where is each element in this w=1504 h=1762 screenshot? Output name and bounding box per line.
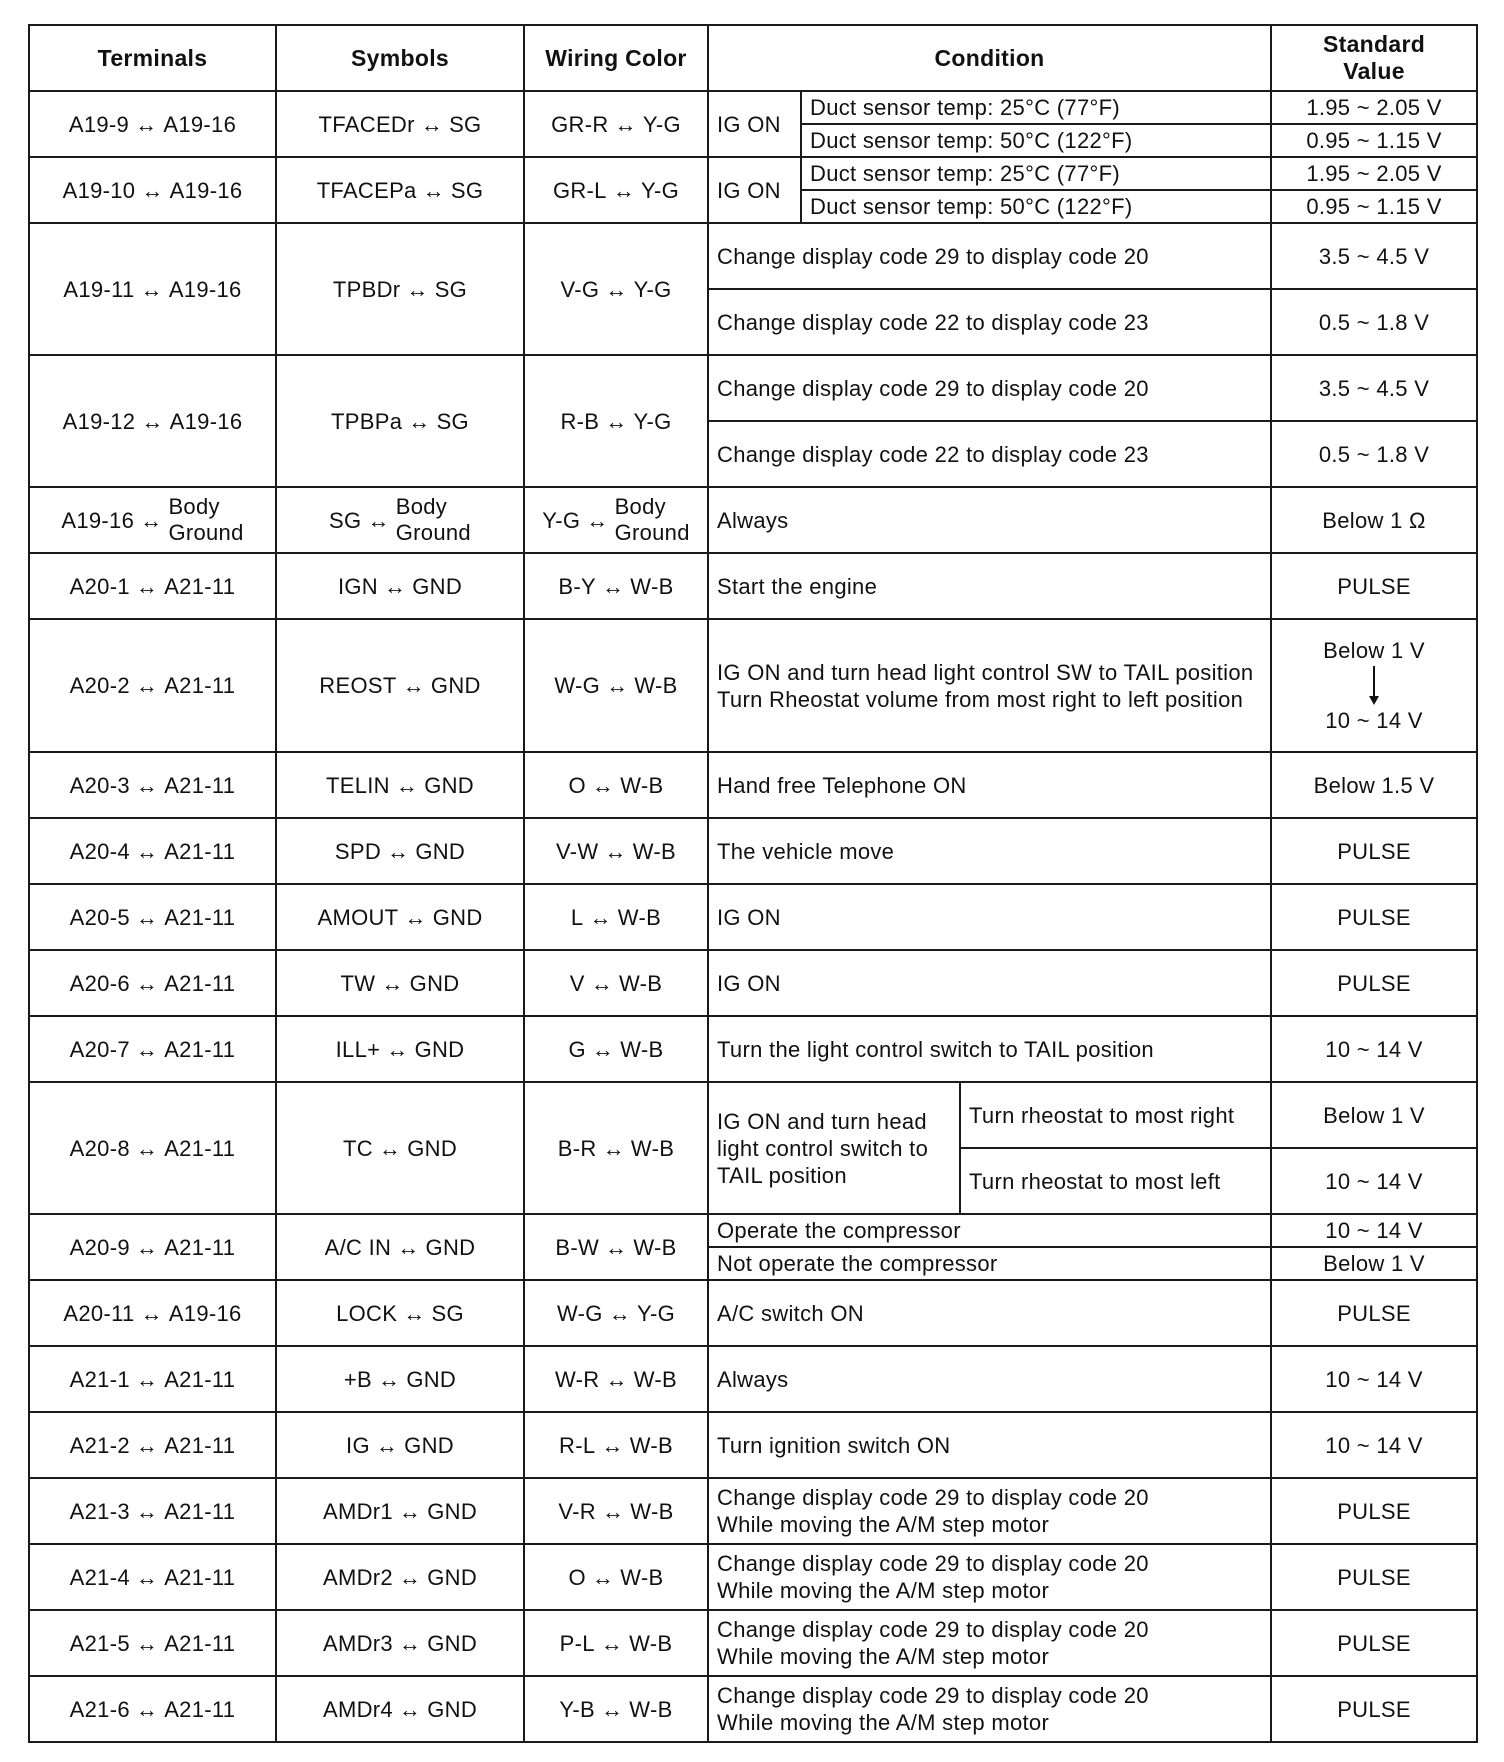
condition-main-cell: IG ON and turn head light control switch to TAIL position — [708, 1082, 960, 1214]
terminals-cell: A20-4 ↔ A21-11 — [29, 818, 276, 884]
standard-value-cell: PULSE — [1271, 818, 1477, 884]
standard-value-cell: 10 ~ 14 V — [1271, 1346, 1477, 1412]
terminals-cell: A20-2 ↔ A21-11 — [29, 619, 276, 752]
condition-cell: Change display code 29 to display code 20 — [708, 355, 1271, 421]
down-arrow-icon — [1368, 664, 1380, 708]
table-row — [29, 157, 1477, 190]
terminals-cell: A19-9 ↔ A19-16 — [29, 91, 276, 157]
condition-cell: The vehicle move — [708, 818, 1271, 884]
condition-sub-cell: Turn rheostat to most left — [960, 1148, 1271, 1214]
terminals-cell: A21-6 ↔ A21-11 — [29, 1676, 276, 1742]
terminals-cell: A20-11 ↔ A19-16 — [29, 1280, 276, 1346]
header-condition: Condition — [708, 25, 1271, 91]
table-row — [29, 1412, 1477, 1478]
terminals-cell: A19-16 ↔ Body Ground — [29, 487, 276, 553]
terminals-cell: A19-11 ↔ A19-16 — [29, 223, 276, 355]
condition-cell: Always — [708, 1346, 1271, 1412]
standard-value-cell: PULSE — [1271, 884, 1477, 950]
header-standard-value: Standard Value — [1271, 25, 1477, 91]
wiring-color-cell: W-G ↔ Y-G — [524, 1280, 708, 1346]
wiring-color-cell: O ↔ W-B — [524, 752, 708, 818]
symbols-cell: TFACEDr ↔ SG — [276, 91, 524, 157]
terminals-cell: A21-5 ↔ A21-11 — [29, 1610, 276, 1676]
condition-cell: IG ON and turn head light control SW to TAIL position Turn Rheostat volume from most right to left position — [708, 619, 1271, 752]
condition-cell: Start the engine — [708, 553, 1271, 619]
header-wiring-color: Wiring Color — [524, 25, 708, 91]
table-row — [29, 1082, 1477, 1148]
wiring-color-cell: V-W ↔ W-B — [524, 818, 708, 884]
standard-value-cell: Below 1 V — [1271, 1082, 1477, 1148]
standard-value-cell: 0.95 ~ 1.15 V — [1271, 190, 1477, 223]
header-terminals: Terminals — [29, 25, 276, 91]
terminals-cell: A19-10 ↔ A19-16 — [29, 157, 276, 223]
symbols-cell: AMDr2 ↔ GND — [276, 1544, 524, 1610]
condition-cell: Turn the light control switch to TAIL position — [708, 1016, 1271, 1082]
standard-value-cell: 1.95 ~ 2.05 V — [1271, 91, 1477, 124]
condition-cell: Change display code 29 to display code 20 While moving the A/M step motor — [708, 1478, 1271, 1544]
wiring-color-cell: W-G ↔ W-B — [524, 619, 708, 752]
table-row — [29, 950, 1477, 1016]
table-row — [29, 884, 1477, 950]
condition-cell: Not operate the compressor — [708, 1247, 1271, 1280]
symbols-cell: AMOUT ↔ GND — [276, 884, 524, 950]
condition-cell: IG ON — [708, 950, 1271, 1016]
symbols-cell: AMDr4 ↔ GND — [276, 1676, 524, 1742]
table-row — [29, 1280, 1477, 1346]
table-row — [29, 1016, 1477, 1082]
wiring-color-cell: V ↔ W-B — [524, 950, 708, 1016]
wiring-color-cell: G ↔ W-B — [524, 1016, 708, 1082]
symbols-cell: AMDr3 ↔ GND — [276, 1610, 524, 1676]
standard-value-cell: Below 1 Ω — [1271, 487, 1477, 553]
condition-cell: Always — [708, 487, 1271, 553]
terminals-cell: A20-1 ↔ A21-11 — [29, 553, 276, 619]
terminals-cell: A21-1 ↔ A21-11 — [29, 1346, 276, 1412]
wiring-color-cell: B-R ↔ W-B — [524, 1082, 708, 1214]
symbols-cell: A/C IN ↔ GND — [276, 1214, 524, 1280]
symbols-cell: +B ↔ GND — [276, 1346, 524, 1412]
table-row — [29, 1214, 1477, 1247]
table-row — [29, 1346, 1477, 1412]
wiring-color-cell: V-R ↔ W-B — [524, 1478, 708, 1544]
standard-value-cell: PULSE — [1271, 1478, 1477, 1544]
terminals-cell: A20-9 ↔ A21-11 — [29, 1214, 276, 1280]
header-row — [29, 25, 1477, 91]
table-row — [29, 487, 1477, 553]
symbols-cell: TPBPa ↔ SG — [276, 355, 524, 487]
condition-cell: Turn ignition switch ON — [708, 1412, 1271, 1478]
standard-value-cell: 3.5 ~ 4.5 V — [1271, 355, 1477, 421]
symbols-cell: TPBDr ↔ SG — [276, 223, 524, 355]
wiring-color-cell: O ↔ W-B — [524, 1544, 708, 1610]
standard-value-cell: 10 ~ 14 V — [1271, 1214, 1477, 1247]
wiring-color-cell: Y-G ↔ Body Ground — [524, 487, 708, 553]
standard-value-cell: Below 1 V 10 ~ 14 V — [1271, 619, 1477, 752]
terminals-cell: A21-4 ↔ A21-11 — [29, 1544, 276, 1610]
table-row — [29, 1676, 1477, 1742]
standard-value-cell: 0.5 ~ 1.8 V — [1271, 421, 1477, 487]
symbols-cell: TC ↔ GND — [276, 1082, 524, 1214]
condition-cell: Change display code 29 to display code 20 While moving the A/M step motor — [708, 1676, 1271, 1742]
table-row — [29, 619, 1477, 752]
condition-cell: Hand free Telephone ON — [708, 752, 1271, 818]
table-row — [29, 818, 1477, 884]
standard-value-cell: 3.5 ~ 4.5 V — [1271, 223, 1477, 289]
table-row — [29, 223, 1477, 289]
wiring-color-cell: V-G ↔ Y-G — [524, 223, 708, 355]
standard-value-cell: PULSE — [1271, 1280, 1477, 1346]
table-row — [29, 553, 1477, 619]
table-row — [29, 1478, 1477, 1544]
standard-value-cell: 10 ~ 14 V — [1271, 1412, 1477, 1478]
symbols-cell: TW ↔ GND — [276, 950, 524, 1016]
condition-cell: Change display code 29 to display code 20 While moving the A/M step motor — [708, 1610, 1271, 1676]
symbols-cell: IGN ↔ GND — [276, 553, 524, 619]
header-symbols: Symbols — [276, 25, 524, 91]
wiring-color-cell: Y-B ↔ W-B — [524, 1676, 708, 1742]
condition-sub-cell: Duct sensor temp: 50°C (122°F) — [801, 124, 1271, 157]
standard-value-cell: 10 ~ 14 V — [1271, 1016, 1477, 1082]
symbols-cell: TELIN ↔ GND — [276, 752, 524, 818]
condition-sub-cell: Turn rheostat to most right — [960, 1082, 1271, 1148]
wiring-color-cell: R-L ↔ W-B — [524, 1412, 708, 1478]
condition-main-cell: IG ON — [708, 91, 801, 157]
wiring-color-cell: W-R ↔ W-B — [524, 1346, 708, 1412]
condition-cell: Change display code 22 to display code 23 — [708, 289, 1271, 355]
symbols-cell: LOCK ↔ SG — [276, 1280, 524, 1346]
standard-value-cell: PULSE — [1271, 1544, 1477, 1610]
standard-value-cell: 0.95 ~ 1.15 V — [1271, 124, 1477, 157]
terminals-cell: A20-7 ↔ A21-11 — [29, 1016, 276, 1082]
condition-cell: IG ON — [708, 884, 1271, 950]
table-row — [29, 1544, 1477, 1610]
condition-sub-cell: Duct sensor temp: 25°C (77°F) — [801, 157, 1271, 190]
condition-cell: Change display code 29 to display code 20 While moving the A/M step motor — [708, 1544, 1271, 1610]
symbols-cell: SG ↔ Body Ground — [276, 487, 524, 553]
terminals-cell: A21-2 ↔ A21-11 — [29, 1412, 276, 1478]
wiring-color-cell: P-L ↔ W-B — [524, 1610, 708, 1676]
standard-value-cell: 10 ~ 14 V — [1271, 1148, 1477, 1214]
wiring-color-cell: L ↔ W-B — [524, 884, 708, 950]
terminals-cell: A20-5 ↔ A21-11 — [29, 884, 276, 950]
condition-sub-cell: Duct sensor temp: 25°C (77°F) — [801, 91, 1271, 124]
symbols-cell: IG ↔ GND — [276, 1412, 524, 1478]
condition-cell: Change display code 22 to display code 23 — [708, 421, 1271, 487]
wiring-color-cell: GR-L ↔ Y-G — [524, 157, 708, 223]
standard-value-cell: PULSE — [1271, 1610, 1477, 1676]
symbols-cell: SPD ↔ GND — [276, 818, 524, 884]
condition-cell: Change display code 29 to display code 20 — [708, 223, 1271, 289]
terminals-cell: A20-6 ↔ A21-11 — [29, 950, 276, 1016]
standard-value-cell: Below 1.5 V — [1271, 752, 1477, 818]
wiring-color-cell: B-Y ↔ W-B — [524, 553, 708, 619]
condition-sub-cell: Duct sensor temp: 50°C (122°F) — [801, 190, 1271, 223]
standard-value-cell: PULSE — [1271, 950, 1477, 1016]
wiring-color-cell: B-W ↔ W-B — [524, 1214, 708, 1280]
condition-cell: Operate the compressor — [708, 1214, 1271, 1247]
symbols-cell: TFACEPa ↔ SG — [276, 157, 524, 223]
table-row — [29, 752, 1477, 818]
terminals-cell: A20-8 ↔ A21-11 — [29, 1082, 276, 1214]
terminals-cell: A20-3 ↔ A21-11 — [29, 752, 276, 818]
symbols-cell: AMDr1 ↔ GND — [276, 1478, 524, 1544]
table-row — [29, 91, 1477, 124]
symbols-cell: REOST ↔ GND — [276, 619, 524, 752]
condition-main-cell: IG ON — [708, 157, 801, 223]
terminals-cell: A21-3 ↔ A21-11 — [29, 1478, 276, 1544]
standard-value-cell: PULSE — [1271, 1676, 1477, 1742]
condition-cell: A/C switch ON — [708, 1280, 1271, 1346]
standard-value-cell: PULSE — [1271, 553, 1477, 619]
table-row — [29, 355, 1477, 421]
standard-value-cell: 1.95 ~ 2.05 V — [1271, 157, 1477, 190]
symbols-cell: ILL+ ↔ GND — [276, 1016, 524, 1082]
terminal-spec-table — [28, 24, 1478, 1743]
wiring-color-cell: R-B ↔ Y-G — [524, 355, 708, 487]
terminals-cell: A19-12 ↔ A19-16 — [29, 355, 276, 487]
wiring-color-cell: GR-R ↔ Y-G — [524, 91, 708, 157]
standard-value-cell: Below 1 V — [1271, 1247, 1477, 1280]
standard-value-cell: 0.5 ~ 1.8 V — [1271, 289, 1477, 355]
table-row — [29, 1610, 1477, 1676]
